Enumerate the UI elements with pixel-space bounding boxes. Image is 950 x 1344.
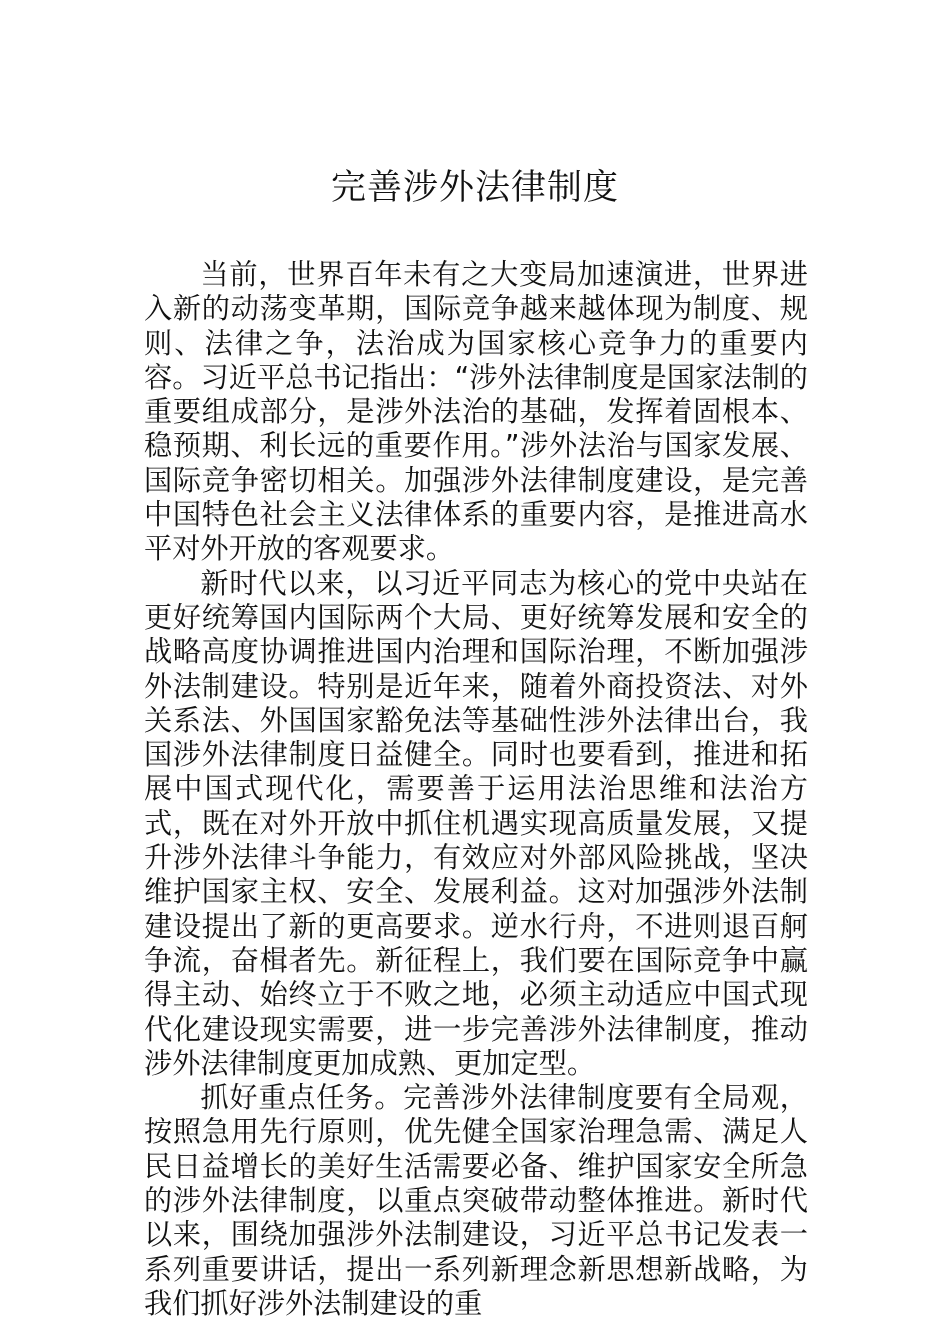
paragraph-3: 抓好重点任务。完善涉外法律制度要有全局观，按照急用先行原则，优先健全国家治理急需、满足人民日益增长的美好生活需要必备、维护国家安全所急的涉外法律制度，以重点突破带动整体推进。新时代以来，围绕加强涉外法制建设，习近平总书记发表一系列重要讲话，提出一系列新理念新思想新战略，为我们抓好涉外法制建设的重 xyxy=(144,1081,808,1320)
document-title: 完善涉外法律制度 xyxy=(330,168,619,208)
document-body xyxy=(144,258,808,1321)
paragraph-1: 当前，世界百年未有之大变局加速演进，世界进入新的动荡变革期，国际竞争越来越体现为制度、规则、法律之争，法治成为国家核心竞争力的重要内容。习近平总书记指出：“涉外法律制度是国家法制的重要组成部分，是涉外法治的基础，发挥着固根本、稳预期、利长远的重要作用。”涉外法治与国家发展、国际竞争密切相关。加强涉外法律制度建设，是完善中国特色社会主义法律体系的重要内容，是推进高水平对外开放的客观要求。 xyxy=(144,258,808,566)
paragraph-2: 新时代以来，以习近平同志为核心的党中央站在更好统筹国内国际两个大局、更好统筹发展和安全的战略高度协调推进国内治理和国际治理，不断加强涉外法制建设。特别是近年来，随着外商投资法、对外关系法、外国国家豁免法等基础性涉外法律出台，我国涉外法律制度日益健全。同时也要看到，推进和拓展中国式现代化，需要善于运用法治思维和法治方式，既在对外开放中抓住机遇实现高质量发展，又提升涉外法律斗争能力，有效应对外部风险挑战，坚决维护国家主权、安全、发展利益。这对加强涉外法制建设提出了新的更高要求。逆水行舟，不进则退百舸争流，奋楫者先。新征程上，我们要在国际竞争中赢得主动、始终立于不败之地，必须主动适应中国式现代化建设现实需要，进一步完善涉外法律制度，推动涉外法律制度更加成熟、更加定型。 xyxy=(144,566,808,1080)
